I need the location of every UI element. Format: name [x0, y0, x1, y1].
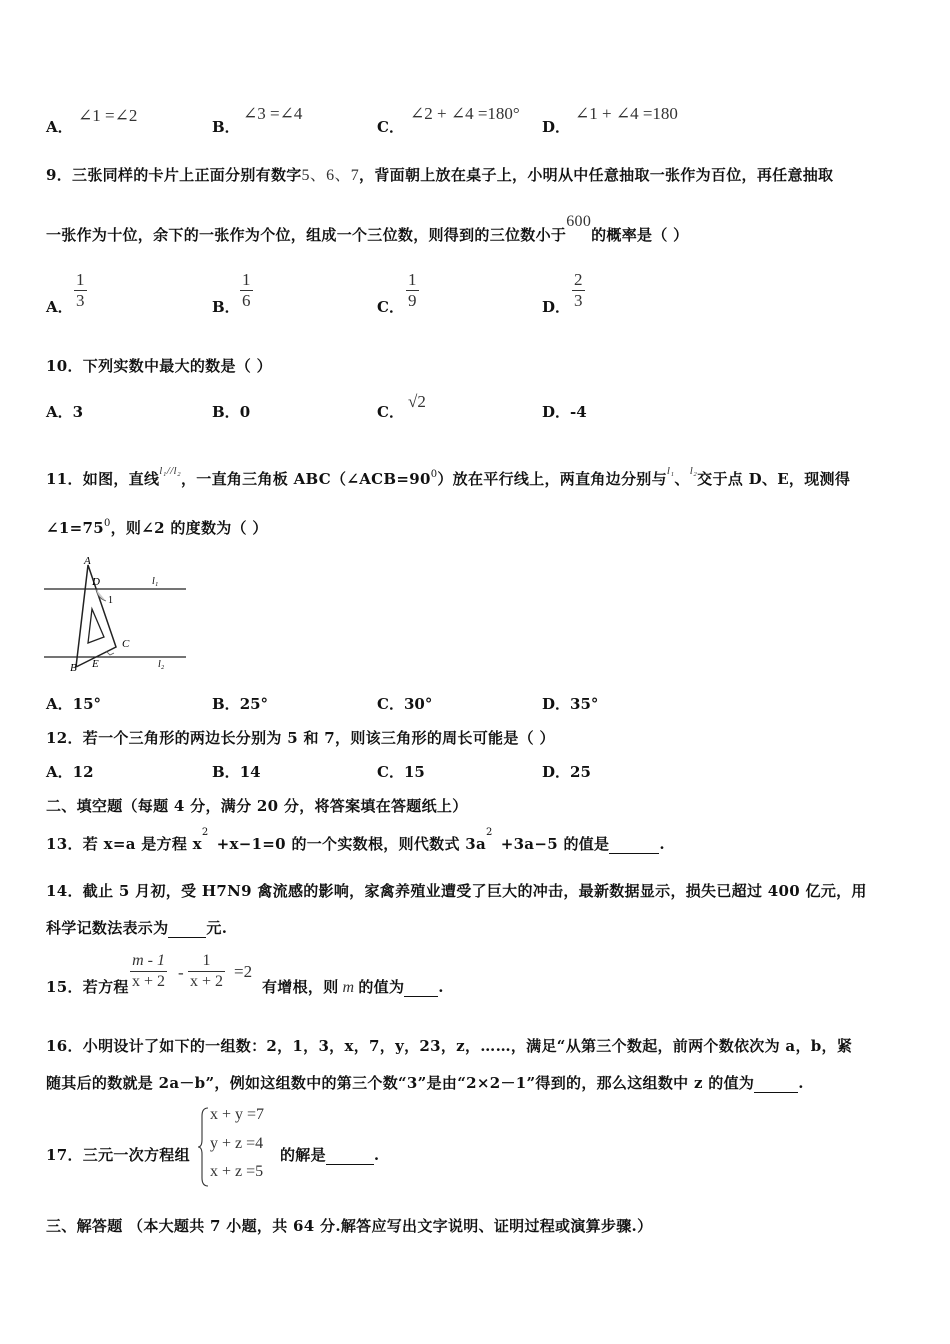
q9-option-b: B．: [212, 298, 240, 316]
q10-option-d: D．-4: [542, 403, 587, 421]
label-angle-1: 1: [108, 595, 113, 606]
q8-option-c-text: ∠2 + ∠4 =180°: [410, 104, 520, 123]
q17-eq-1: x + y =7: [210, 1106, 265, 1123]
q17-a: 17．三元一次方程组: [46, 1146, 190, 1164]
label-e: E: [92, 658, 99, 670]
q12-stem: 12．若一个三角形的两边长分别为 5 和 7，则该三角形的周长可能是（ ）: [46, 729, 555, 747]
q11-line2: $\angle 1=75^0$，则∠2 的度数为（ ）: [46, 518, 268, 537]
q9-option-c-fraction: $\frac{1}{9}$: [408, 270, 417, 310]
section-2-heading: 二、填空题（每题 4 分，满分 20 分，将答案填在答题纸上）: [46, 797, 468, 815]
q8-option-a-text: ∠1 =∠2: [78, 106, 138, 125]
q11-figure: [40, 555, 200, 675]
q8-option-c: C．: [377, 118, 404, 136]
section-3-heading: 三、解答题 （本大题共 7 小题，共 64 分.解答应写出文字说明、证明过程或演算步骤.）: [46, 1217, 653, 1235]
q17-b: 的解是 .: [280, 1146, 380, 1164]
q17-brace: [198, 1106, 210, 1188]
q15-fraction-2: $\frac{1}{x + 2}$: [190, 952, 224, 990]
q15-equals: =2: [234, 962, 253, 981]
q9-option-d: D．: [542, 298, 571, 316]
q9-option-b-fraction: $\frac{1}{6}$: [242, 270, 251, 310]
label-l1: l₁: [152, 576, 159, 587]
q9-line1: 9．三张同样的卡片上正面分别有数字5、6、7，背面朝上放在桌子上，小明从中任意抽取一张作为百位，再任意抽取: [46, 166, 834, 184]
q10-stem: 10．下列实数中最大的数是（ ）: [46, 357, 272, 375]
q12-option-c: C．15: [377, 763, 425, 781]
q10-option-c: C．: [377, 403, 404, 421]
q9-line2: 一张作为十位，余下的一张作为个位，组成一个三位数，则得到的三位数小于600的概率是（ ）: [46, 213, 689, 244]
q9-option-a-fraction: $\frac{1}{3}$: [76, 270, 85, 310]
q11-option-a: A．15°: [46, 695, 102, 713]
q10-option-b: B．0: [212, 403, 251, 421]
q8-option-b-text: ∠3 =∠4: [243, 104, 303, 123]
q10-option-a: A．3: [46, 403, 84, 421]
label-l2: l₂: [158, 659, 165, 670]
q14-line2: 科学记数法表示为 元.: [46, 919, 228, 937]
q15-fraction-1: $\frac{m - 1}{x + 2}$: [132, 952, 166, 990]
q14-line1: 14．截止 5 月初，受 H7N9 禽流感的影响，家禽养殖业遭受了巨大的冲击，最新数据显示，损失已超过 400 亿元，用: [46, 882, 867, 900]
q15-minus: -: [178, 963, 184, 982]
q12-option-a: A．12: [46, 763, 94, 781]
q11-option-b: B．25°: [212, 695, 269, 713]
q11-line1: 11．如图，直线$^{l_1//l_2}$，一直角三角板 $ABC(\angle ACB=90^0)$放在平行线上，两直角边分别与$^{l_1}$、$^{l_2}$交于点 D、E，现测得: [46, 465, 851, 488]
q8-option-d: D．: [542, 118, 571, 136]
q10-option-c-sqrt: √2: [408, 392, 426, 411]
q9-option-c: C．: [377, 298, 404, 316]
q11-option-c: C．30°: [377, 695, 433, 713]
q16-line1: 16．小明设计了如下的一组数：2，1，3，x，7，y，23，z，……，满足“从第三个数起，前两个数依次为 a，b，紧: [46, 1037, 853, 1055]
q8-option-a: A．: [46, 118, 73, 136]
label-b: B: [70, 662, 77, 674]
q13-stem: 13．若 x=a 是方程 $x^2+x-1=0$ 的一个实数根，则代数式 $3a^2+3a-5$ 的值是 .: [46, 827, 665, 853]
label-d: D: [92, 576, 100, 588]
q8-option-d-text: ∠1 + ∠4 =180: [575, 104, 678, 123]
q8-option-b: B．: [212, 118, 240, 136]
q11-option-d: D．35°: [542, 695, 599, 713]
q17-eq-3: x + z =5: [210, 1163, 264, 1180]
q15-b: 有增根，则 m 的值为 .: [262, 978, 444, 996]
q15-a: 15．若方程: [46, 978, 129, 996]
q16-line2: 随其后的数就是 2a－b”，例如这组数中的第三个数“3”是由“2×2－1”得到的，那么这组数中 z 的值为 .: [46, 1074, 804, 1092]
q9-option-a: A．: [46, 298, 73, 316]
q9-option-d-fraction: $\frac{2}{3}$: [574, 270, 583, 310]
label-c: C: [122, 638, 130, 650]
label-a: A: [84, 555, 91, 567]
inner-triangle: [88, 609, 104, 643]
q12-option-d: D．25: [542, 763, 591, 781]
q17-eq-2: y + z =4: [210, 1135, 264, 1152]
q12-option-b: B．14: [212, 763, 261, 781]
